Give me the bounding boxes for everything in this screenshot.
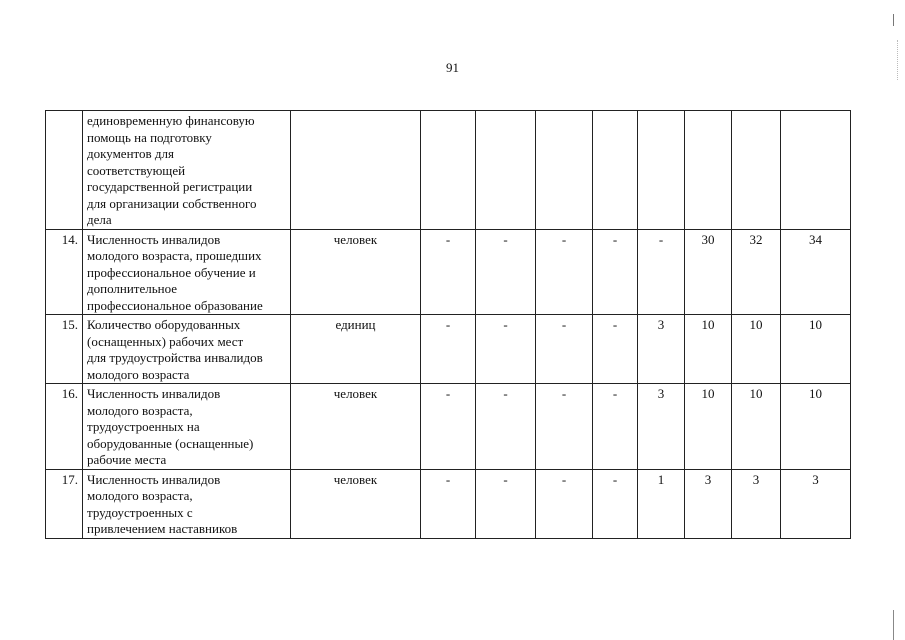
value-cell: 10 xyxy=(781,315,851,384)
value-cell xyxy=(476,111,536,230)
row-number-cell: 14. xyxy=(46,229,83,315)
value-cell: 10 xyxy=(685,315,732,384)
value-cell: 10 xyxy=(781,384,851,470)
value-cell: 3 xyxy=(638,315,685,384)
value-cell xyxy=(536,111,593,230)
indicator-name-line: молодого возраста, прошедших xyxy=(87,248,262,263)
value-cell: - xyxy=(536,229,593,315)
row-number-cell: 17. xyxy=(46,469,83,538)
value-cell: 34 xyxy=(781,229,851,315)
value-cell: 3 xyxy=(638,384,685,470)
indicator-name-cell xyxy=(83,315,291,384)
page-number: 91 xyxy=(446,60,459,75)
indicator-name-line: Численность инвалидов xyxy=(87,386,221,401)
value-cell: - xyxy=(593,469,638,538)
indicator-name-line: соответствующей xyxy=(87,162,186,178)
scan-margin-mark xyxy=(893,14,894,26)
value-cell: - xyxy=(593,315,638,384)
value-cell: 3 xyxy=(732,469,781,538)
indicator-name-line: молодого возраста, xyxy=(87,402,193,418)
indicator-name-line: профессиональное обучение и xyxy=(87,264,256,280)
indicator-name-cell xyxy=(83,229,291,315)
indicator-name-line: государственной регистрации xyxy=(87,179,253,194)
table-row xyxy=(46,315,851,384)
value-cell xyxy=(732,111,781,230)
table-row xyxy=(46,111,851,230)
value-cell: - xyxy=(421,315,476,384)
value-cell: 3 xyxy=(685,469,732,538)
indicator-name-line: молодого возраста xyxy=(87,366,190,382)
value-cell: - xyxy=(421,469,476,538)
indicator-name-cell xyxy=(83,111,291,230)
row-number-cell: 16. xyxy=(46,384,83,470)
table-row xyxy=(46,469,851,538)
unit-cell xyxy=(291,111,421,230)
indicator-name-line: трудоустроенных на xyxy=(87,419,200,434)
indicator-name-line: оборудованные (оснащенные) xyxy=(87,435,254,451)
table-row xyxy=(46,384,851,470)
value-cell: - xyxy=(638,229,685,315)
indicator-name-line: дополнительное xyxy=(87,281,178,296)
indicator-name-line: Количество оборудованных xyxy=(87,317,241,332)
value-cell: - xyxy=(476,315,536,384)
value-cell: 10 xyxy=(685,384,732,470)
value-cell: 1 xyxy=(638,469,685,538)
value-cell xyxy=(685,111,732,230)
row-number-cell: 15. xyxy=(46,315,83,384)
indicator-name-line: привлечением наставников xyxy=(87,521,238,536)
indicator-name-line: Численность инвалидов xyxy=(87,231,221,247)
indicator-name-line: документов для xyxy=(87,146,175,161)
value-cell: - xyxy=(536,384,593,470)
value-cell xyxy=(421,111,476,230)
indicator-name-line: для организации собственного xyxy=(87,195,257,211)
value-cell: - xyxy=(536,315,593,384)
value-cell: 10 xyxy=(732,315,781,384)
value-cell: - xyxy=(421,384,476,470)
row-number-cell xyxy=(46,111,83,230)
value-cell: - xyxy=(593,384,638,470)
value-cell: - xyxy=(476,229,536,315)
value-cell: 3 xyxy=(781,469,851,538)
indicator-name-cell xyxy=(83,469,291,538)
unit-cell: человек xyxy=(291,469,421,538)
value-cell xyxy=(781,111,851,230)
indicator-name-line: Численность инвалидов xyxy=(87,471,221,487)
value-cell: - xyxy=(476,469,536,538)
table-body xyxy=(46,111,851,539)
value-cell: - xyxy=(536,469,593,538)
value-cell: 32 xyxy=(732,229,781,315)
indicator-name-line: единовременную финансовую xyxy=(87,113,255,128)
indicator-name-line: помощь на подготовку xyxy=(87,129,212,145)
indicator-name-line: дела xyxy=(87,212,112,227)
value-cell: - xyxy=(476,384,536,470)
unit-cell: человек xyxy=(291,229,421,315)
indicator-name-line: рабочие места xyxy=(87,452,167,467)
value-cell xyxy=(593,111,638,230)
unit-cell: единиц xyxy=(291,315,421,384)
indicator-name-cell xyxy=(83,384,291,470)
value-cell xyxy=(638,111,685,230)
indicator-table xyxy=(45,110,851,539)
indicator-name-line: профессиональное образование xyxy=(87,297,263,313)
unit-cell: человек xyxy=(291,384,421,470)
value-cell: 10 xyxy=(732,384,781,470)
value-cell: - xyxy=(593,229,638,315)
scan-margin-mark-bottom xyxy=(893,610,894,640)
indicator-name-line: для трудоустройства инвалидов xyxy=(87,350,263,365)
indicator-name-line: молодого возраста, xyxy=(87,488,193,503)
indicator-name-line: трудоустроенных с xyxy=(87,504,193,520)
value-cell: 30 xyxy=(685,229,732,315)
table-row xyxy=(46,229,851,315)
indicator-name-line: (оснащенных) рабочих мест xyxy=(87,333,244,349)
scan-margin-dots xyxy=(897,40,899,80)
value-cell: - xyxy=(421,229,476,315)
